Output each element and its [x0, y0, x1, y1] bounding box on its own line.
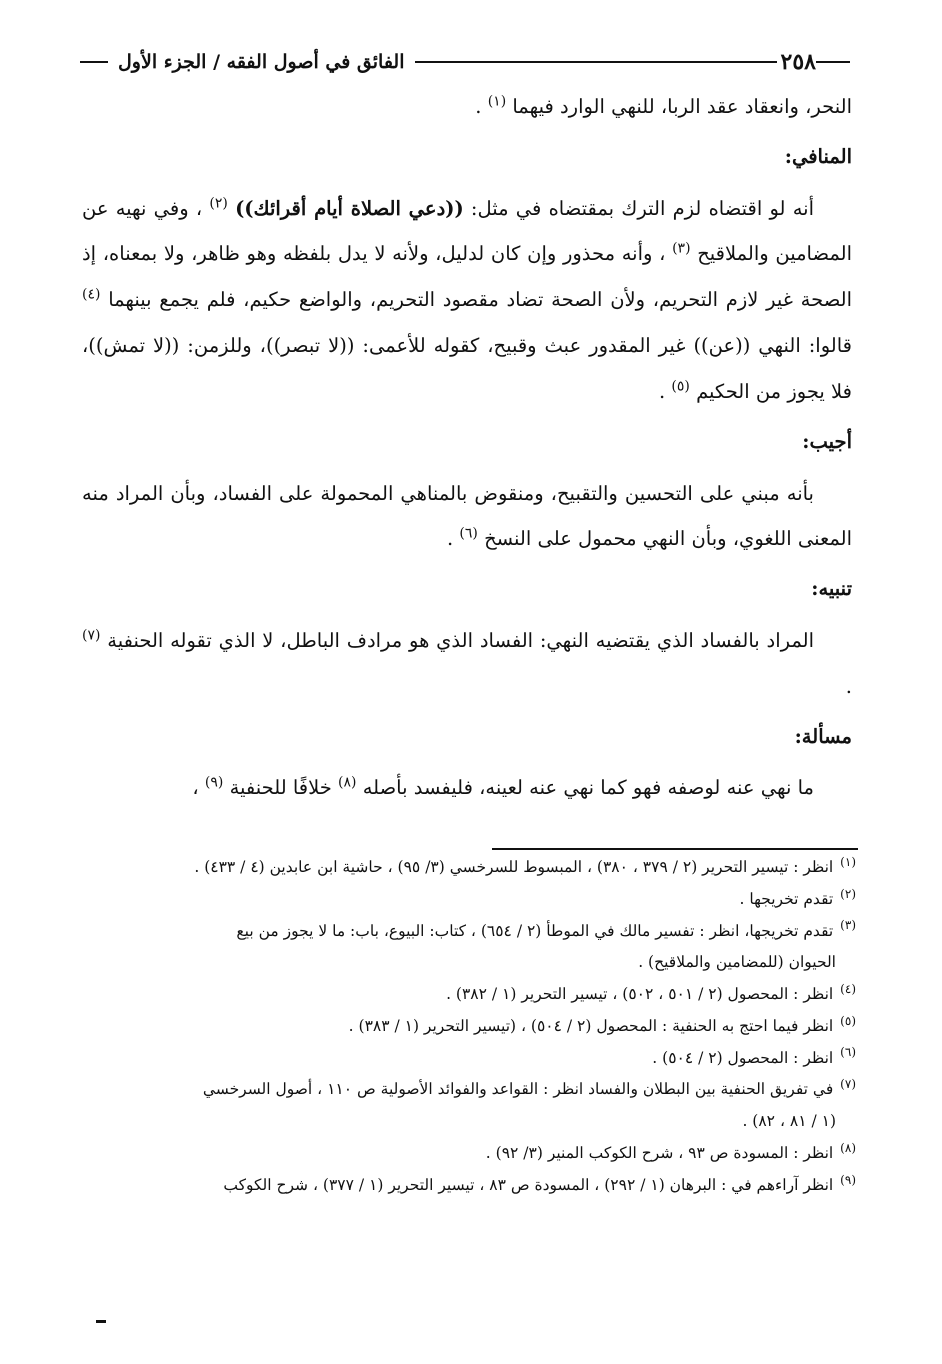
paragraph-4: المراد بالفساد الذي يقتضيه النهي: الفساد الذي هو مرادف الباطل، لا الذي تقوله الحنفية $^{(٧)}$ . — [82, 627, 852, 698]
footnote-ref-5[interactable]: (٥) — [671, 378, 690, 395]
footnote-number: (٤) — [840, 981, 856, 996]
footnotes — [82, 852, 856, 1201]
footnote-number: (١) — [840, 854, 856, 869]
footnote-ref-1[interactable]: (١) — [487, 93, 507, 110]
footnote-8 — [82, 1138, 856, 1170]
heading-tanbih: تنبيه: — [811, 577, 852, 601]
heading-munafi: المنافي: — [784, 144, 852, 168]
paragraph-5-end: ، — [192, 776, 199, 800]
footnote-separator — [492, 848, 858, 850]
footnote-text: انظر : تيسير التحرير (٢ / ٣٧٩ ، ٣٨٠) ، المبسوط للسرخسي (٣/ ٩٥) ، حاشية ابن عابدين (٤ / ٤٣٣) . — [194, 858, 834, 876]
footnote-7 — [82, 1074, 856, 1106]
footnote-ref-4[interactable]: (٤) — [82, 286, 101, 303]
footnote-text: انظر آراءهم في : البرهان (١ / ٢٩٢) ، المسودة ص ٨٣ ، تيسير التحرير (١ / ٣٧٧) ، شرح الكوكب — [223, 1175, 834, 1194]
footnote-text: انظر : المحصول (٢ / ٥٠٤) . — [652, 1048, 834, 1067]
paragraph-5 — [82, 765, 852, 811]
footnote-9 — [82, 1170, 856, 1202]
footnote-5 — [82, 1011, 856, 1043]
footnote-3-continuation: الحيوان (للمضامين والملاقيح) . — [638, 953, 836, 972]
book-title: الفائق في أصول الفقه / الجزء الأول — [118, 51, 405, 73]
footnote-number: (٦) — [840, 1045, 856, 1060]
footnote-ref-7[interactable]: (٧) — [82, 627, 101, 644]
footnote-text: انظر : المسودة ص ٩٣ ، شرح الكوكب المنير (٣/ ٩٢) . — [485, 1143, 834, 1162]
paragraph-2-text-c: ، وأنه محذور وإن كان لدليل، ولأنه لا يدل بلفظه وهو ظاهر، ولا بمعناه، إذ الصحة غير لازم التحريم، ولأن الصحة تضاد مقصود التحريم، والواضع حكيم، فلم يجمع بينهما — [82, 242, 852, 312]
footnote-number: (٢) — [840, 886, 856, 901]
footnote-6 — [82, 1043, 856, 1075]
footnote-2 — [82, 884, 856, 916]
paragraph-5-text-a: ما نهي عنه لوصفه فهو كما نهي عنه لعينه، فليفسد بأصله — [362, 776, 814, 800]
paragraph-1: النحر، وانعقاد عقد الربا، للنهي الوارد فيهما $^{(١)}$ . — [475, 93, 852, 118]
footnote-text: انظر : المحصول (٢ / ٥٠١ ، ٥٠٢) ، تيسير التحرير (١ / ٣٨٢) . — [446, 985, 834, 1004]
footnote-4 — [82, 979, 856, 1011]
footnote-ref-8[interactable]: (٨) — [338, 774, 357, 791]
paragraph-2-text-a: أنه لو اقتضاه لزم الترك بمقتضاه في مثل: — [463, 196, 814, 220]
page-number: ٢٥٨ — [780, 49, 816, 75]
footnote-number: (٩) — [840, 1172, 856, 1187]
paragraph-4-text: المراد بالفساد الذي يقتضيه النهي: الفساد الذي هو مرادف الباطل، لا الذي تقوله الحنفية — [107, 628, 815, 652]
continuation-mark — [96, 1320, 106, 1323]
paragraph-5-text-b: خلافًا للحنفية — [229, 776, 332, 800]
footnote-7-continuation: (١ / ٨١ ، ٨٢) . — [742, 1112, 836, 1131]
paragraph-2-text-b: ، وفي نهيه عن المضامين والملاقيح — [82, 196, 853, 266]
footnote-number: (٨) — [840, 1140, 856, 1155]
header-rule-left — [80, 61, 108, 63]
heading-masala: مسألة: — [794, 724, 852, 748]
footnote-text: تقدم تخريجها . — [739, 889, 834, 908]
heading-ujib: أجيب: — [802, 429, 852, 453]
paragraph-2-text-d: قالوا: النهي ((عن)) غير المقدور عبث وقبيح، كقوله للأعمى: ((لا تبصر))، وللزمن: ((لا تمش))، فلا يجوز من الحكيم — [82, 334, 852, 403]
footnote-ref-2[interactable]: (٢) — [209, 195, 228, 212]
paragraph-3: بأنه مبني على التحسين والتقبيح، ومنقوض بالمناهي المحمولة على الفساد، وبأن المراد منه المعنى اللغوي، وبأن النهي محمول على النسخ $^{(٦)}$ . — [82, 481, 852, 551]
footnote-ref-9[interactable]: (٩) — [204, 774, 224, 791]
hadith-quote: ((دعي الصلاة أيام أقرائك)) — [235, 196, 464, 220]
footnote-ref-6[interactable]: (٦) — [459, 525, 478, 542]
footnote-text: تقدم تخريجها، انظر : تفسير مالك في الموطأ (٢ / ٦٥٤) ، كتاب: البيوع، باب: ما لا يجوز من بيع — [236, 921, 834, 940]
page-header — [80, 44, 850, 80]
footnote-text: انظر فيما احتج به الحنفية : المحصول (٢ / ٥٠٤) ، (تيسير التحرير (١ / ٣٨٣) . — [348, 1016, 834, 1035]
footnote-number: (٧) — [840, 1077, 856, 1092]
paragraph-3-text: بأنه مبني على التحسين والتقبيح، ومنقوض بالمناهي المحمولة على الفساد، وبأن المراد منه المعنى اللغوي، وبأن النهي محمول على النسخ — [82, 481, 852, 551]
footnote-3 — [82, 916, 856, 948]
footnote-ref-3[interactable]: (٣) — [672, 240, 691, 257]
footnote-number: (٣) — [840, 918, 856, 933]
footnote-text: في تفريق الحنفية بين البطلان والفساد انظر : القواعد والفوائد الأصولية ص ١١٠ ، أصول السرخسي — [202, 1080, 834, 1099]
header-rule-middle — [415, 61, 777, 63]
paragraph-1-text: النحر، وانعقاد عقد الربا، للنهي الوارد فيهما — [512, 95, 852, 118]
footnote-number: (٥) — [840, 1013, 856, 1028]
footnote-1 — [82, 852, 856, 884]
header-rule-right — [816, 61, 850, 63]
paragraph-2: أنه لو اقتضاه لزم الترك بمقتضاه في مثل: ((دعي الصلاة أيام أقرائك)) $^{(٢)}$ ، وفي نهيه عن المضامين والملاقيح $^{(٣)}$ ، وأنه محذور وإن كان لدليل، ولأنه لا يدل بلفظه وهو ظاهر، ولا بمعناه، إذ الصحة غير لازم التحريم، ولأن الصحة تضاد مقصود التحريم، والواضع حكيم، فلم يجمع بينهما $^{(٤)}$ قالوا: النهي ((عن)) غير المقدور عبث وقبيح، كقوله للأعمى: ((لا تبصر))، وللزمن: ((لا تمش))، فلا يجوز من الحكيم $^{(٥)}$ . — [82, 195, 853, 403]
main-text — [82, 84, 852, 811]
